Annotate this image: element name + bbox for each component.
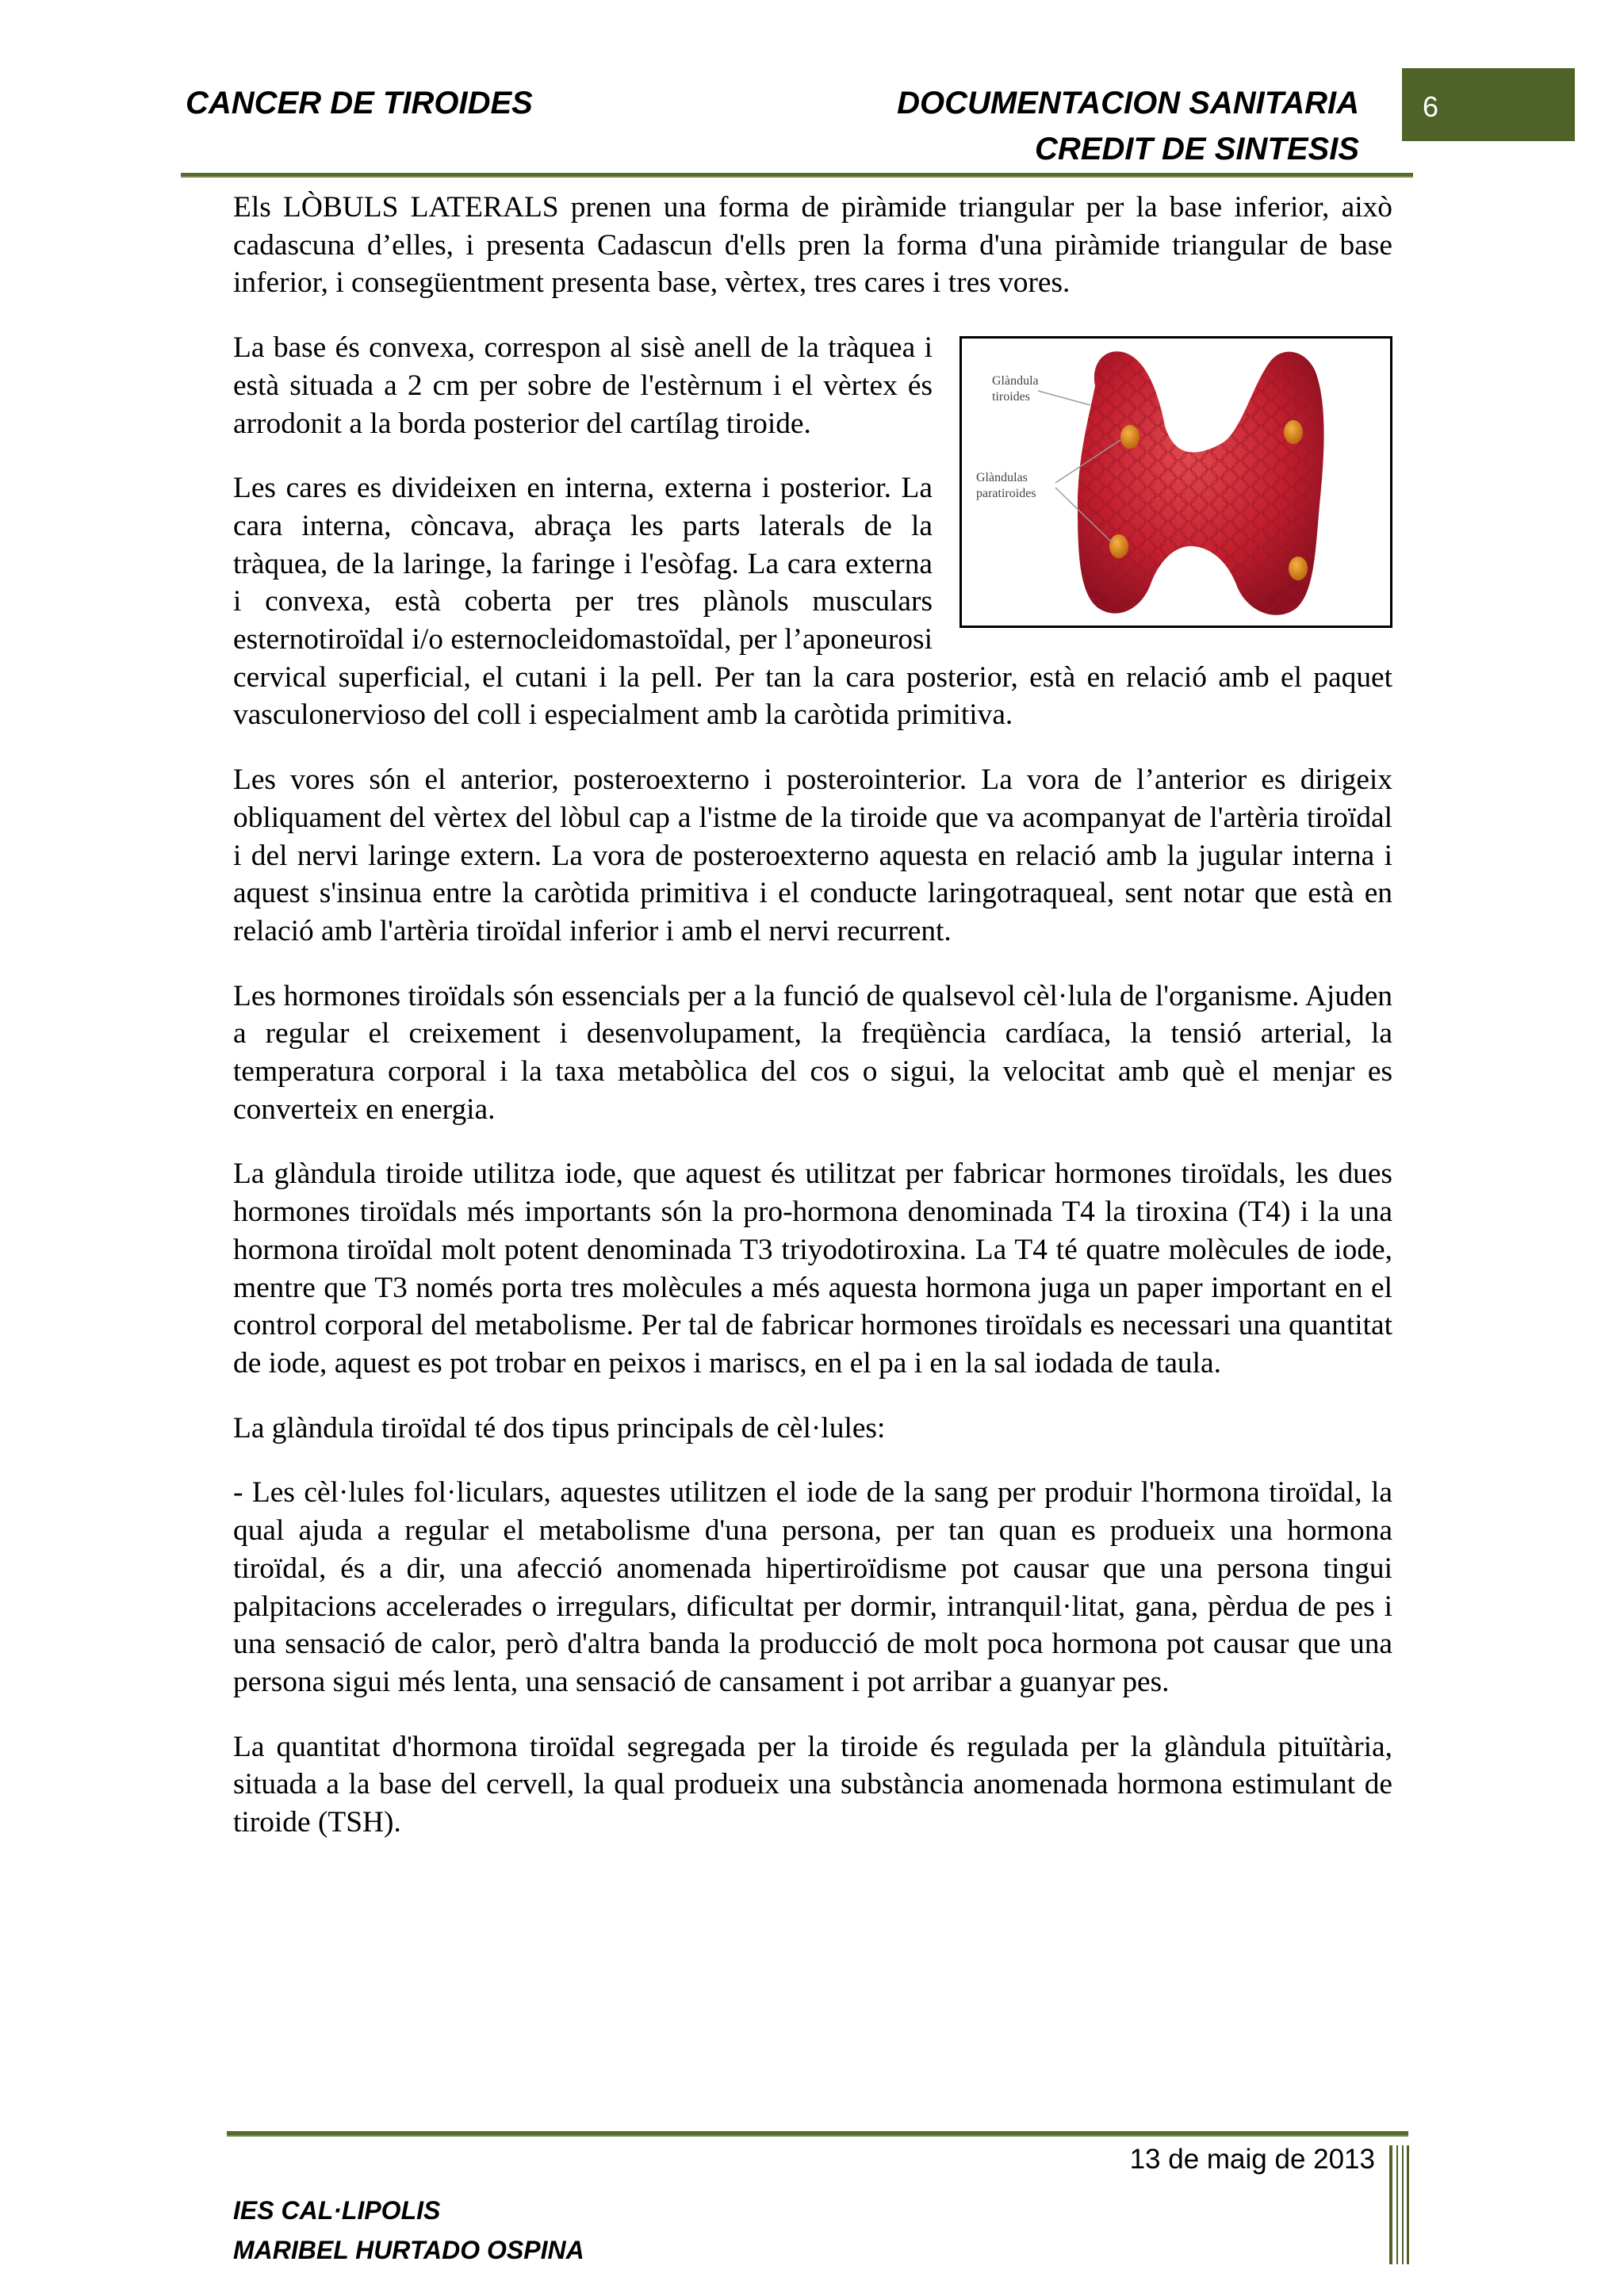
- footer-rule: [227, 2131, 1408, 2137]
- page-number: 6: [1423, 90, 1439, 123]
- thyroid-gland: [1078, 351, 1324, 615]
- paragraph-8: - Les cèl·lules fol·liculars, aquestes utilitzen el iode de la sang per produir l'hormona tiroïdal, la qual ajuda a regular el metabolisme d'una persona, per tan quan es produeix una hormona tiroïdal, és a dir, una afecció anomenada hipertiroïdisme pot causar que una persona tingui palpitacions accelerades o irregulars, dificultat per dormir, intranquil·litat, gana, pèrdua de pes i una sensació de calor, però d'altra banda la producció de molt poca hormona pot causar que una persona sigui més lenta, una sensació de cansament i pot arribar a guanyar pes.: [233, 1476, 1392, 1698]
- footer-author: MARIBEL HURTADO OSPINA: [233, 2236, 584, 2264]
- footer-school: IES CAL·LIPOLIS: [233, 2196, 441, 2225]
- paragraph-3: Les cares es divideixen en interna, externa i posterior. La cara interna, còncava, abraça les parts laterals de la tràquea, de la laringe, la faringe i l'esòfag. La cara externa i convexa, està coberta per tres plànols musculars esternotiroïdal i/o esternocleidomastoïdal, per l’aponeurosi cervical superficial, el cutani i la pell. Per tan la cara posterior, està en relació amb el paquet vasculonervioso del coll i especialment amb la caròtida primitiva.: [233, 472, 1392, 732]
- footer-date: 13 de maig de 2013: [1129, 2144, 1375, 2175]
- paragraph-9: La quantitat d'hormona tiroïdal segregada per la tiroide és regulada per la glàndula pituïtària, situada a la base del cervell, la qual produeix una substància anomenada hormona estimulant de tiroide (TSH).: [233, 1730, 1392, 1839]
- header-course: CREDIT DE SINTESIS: [1035, 132, 1359, 166]
- label-parathyroid-glands: Glàndulas paratiroides: [976, 471, 1036, 501]
- paragraph-7: La glàndula tiroïdal té dos tipus principals de cèl·lules:: [233, 1411, 886, 1445]
- label-thyroid-gland: Glàndula tiroides: [992, 374, 1039, 404]
- footer-vertical-rules: [1389, 2145, 1410, 2264]
- paragraph-5: Les hormones tiroïdals són essencials per a la funció de qualsevol cèl·lula de l'organisme. Ajuden a regular el creixement i desenvolupament, la freqüència cardíaca, la tensió arterial, la temperatura corporal i la taxa metabòlica del cos o sigui, la velocitat amb què el menjar es converteix en energia.: [233, 979, 1392, 1126]
- page-number-tab: [1402, 68, 1575, 141]
- header-department: DOCUMENTACION SANITARIA: [897, 86, 1359, 121]
- paragraph-2: La base és convexa, correspon al sisè anell de la tràquea i està situada a 2 cm per sobre de l'estèrnum i el vèrtex és arrodonit a la borda posterior del cartílag tiroide.: [233, 331, 933, 440]
- paragraph-1: Els LÒBULS LATERALS prenen una forma de piràmide triangular per la base inferior, això cadascuna d’elles, i presenta Cadascun d'ells pren la forma d'una piràmide triangular de base inferior, i consegüentment presenta base, vèrtex, tres cares i tres vores.: [233, 191, 1392, 300]
- body-text: [233, 189, 1392, 1869]
- thyroid-figure: [959, 336, 1392, 628]
- paragraph-4: Les vores són el anterior, posteroexterno i posterointerior. La vora de l’anterior es dirigeix obliquament del vèrtex del lòbul cap a l'istme de la tiroide que va acompanyat de l'artèria tiroïdal i del nervi laringe extern. La vora de posteroexterno aquesta en relació amb la jugular interna i aquest s'insinua entre la caròtida primitiva i el conducte laringotraqueal, sent notar que està en relació amb l'artèria tiroïdal inferior i amb el nervi recurrent.: [233, 763, 1392, 947]
- document-title: CANCER DE TIROIDES: [186, 86, 533, 121]
- paragraph-6: La glàndula tiroide utilitza iode, que aquest és utilitzat per fabricar hormones tiroïdals, les dues hormones tiroïdals més importants són la pro-hormona denominada T4 la tiroxina (T4) i la una hormona tiroïdal molt potent denominada T3 triyodotiroxina. La T4 té quatre molècules de iode, mentre que T3 només porta tres molècules a més aquesta hormona juga un paper important en el control corporal del metabolisme. Per tal de fabricar hormones tiroïdals es necessari una quantitat de iode, aquest es pot trobar en peixos i mariscs, en el pa i en la sal iodada de taula.: [233, 1158, 1392, 1380]
- header-rule: [181, 173, 1413, 178]
